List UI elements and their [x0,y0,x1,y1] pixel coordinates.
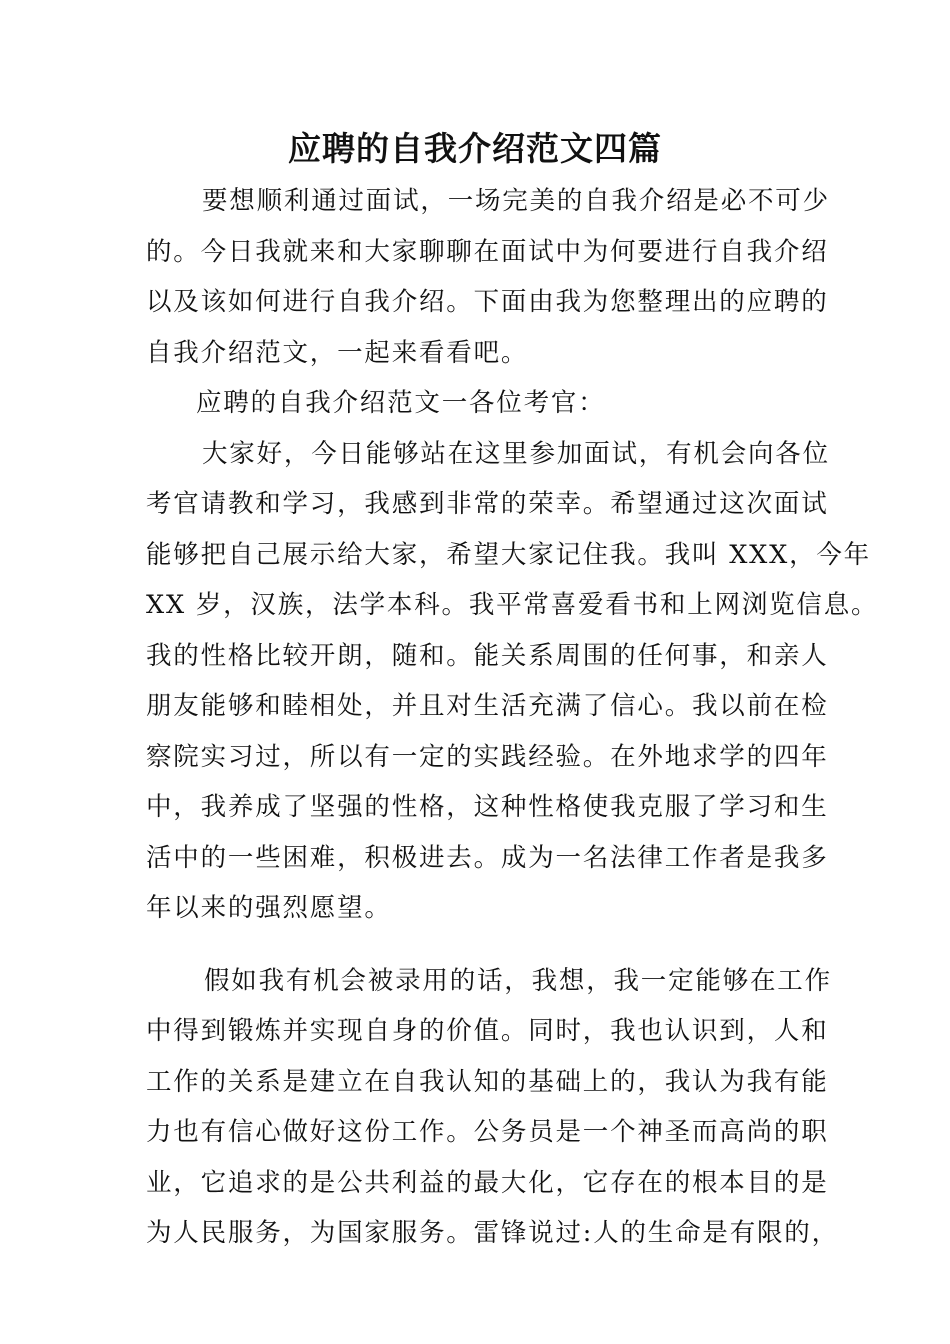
section-heading-paragraph [146,378,816,429]
text-line: 工作的关系是建立在自我认知的基础上的，我认为我有能 [146,1066,829,1097]
text-line: 我的性格比较开朗，随和。能关系周围的任何事，和亲人 [146,640,829,671]
text-line: 要想顺利通过面试，一场完美的自我介绍是必不可少 [202,186,830,216]
intro-paragraph [146,176,830,378]
text-line: XX 岁，汉族，法学本科。我平常喜爱看书和上网浏览信息。 [146,590,879,620]
text-line: 为人民服务，为国家服务。雷锋说过:人的生命是有限的， [146,1218,839,1248]
text-line: 以及该如何进行自我介绍。下面由我为您整理出的应聘的 [146,287,829,317]
paragraph-1 [146,429,879,934]
text-line: 年以来的强烈愿望。 [146,893,392,923]
document-body [146,176,879,1259]
paragraph-gap [146,934,816,956]
text-line: 朋友能够和睦相处，并且对生活充满了信心。我以前在检 [146,691,829,721]
text-line: 考官请教和学习，我感到非常的荣幸。希望通过这次面试 [146,489,829,519]
section-heading: 应聘的自我介绍范文一各位考官： [196,388,606,418]
document-title: 应聘的自我介绍范文四篇 [288,129,662,168]
text-line: 的。今日我就来和大家聊聊在面试中为何要进行自我介绍 [146,236,829,267]
text-line: 业，它追求的是公共利益的最大化，它存在的根本目的是 [146,1167,829,1198]
paragraph-2 [146,956,839,1259]
text-line: 中，我养成了坚强的性格，这种性格使我克服了学习和生 [146,792,829,822]
text-line: 力也有信心做好这份工作。公务员是一个神圣而高尚的职 [146,1117,829,1147]
text-line: 自我介绍范文，一起来看看吧。 [146,337,529,368]
text-line: 活中的一些困难，积极进去。成为一名法律工作者是我多 [146,842,829,873]
text-line: 中得到锻炼并实现自身的价值。同时，我也认识到，人和 [146,1016,829,1046]
text-line: 能够把自己展示给大家，希望大家记住我。我叫 XXX，今年 [146,539,871,570]
text-line: 察院实习过，所以有一定的实践经验。在外地求学的四年 [146,741,829,772]
text-line: 大家好，今日能够站在这里参加面试，有机会向各位 [202,438,830,469]
text-line: 假如我有机会被录用的话，我想，我一定能够在工作 [204,965,832,996]
